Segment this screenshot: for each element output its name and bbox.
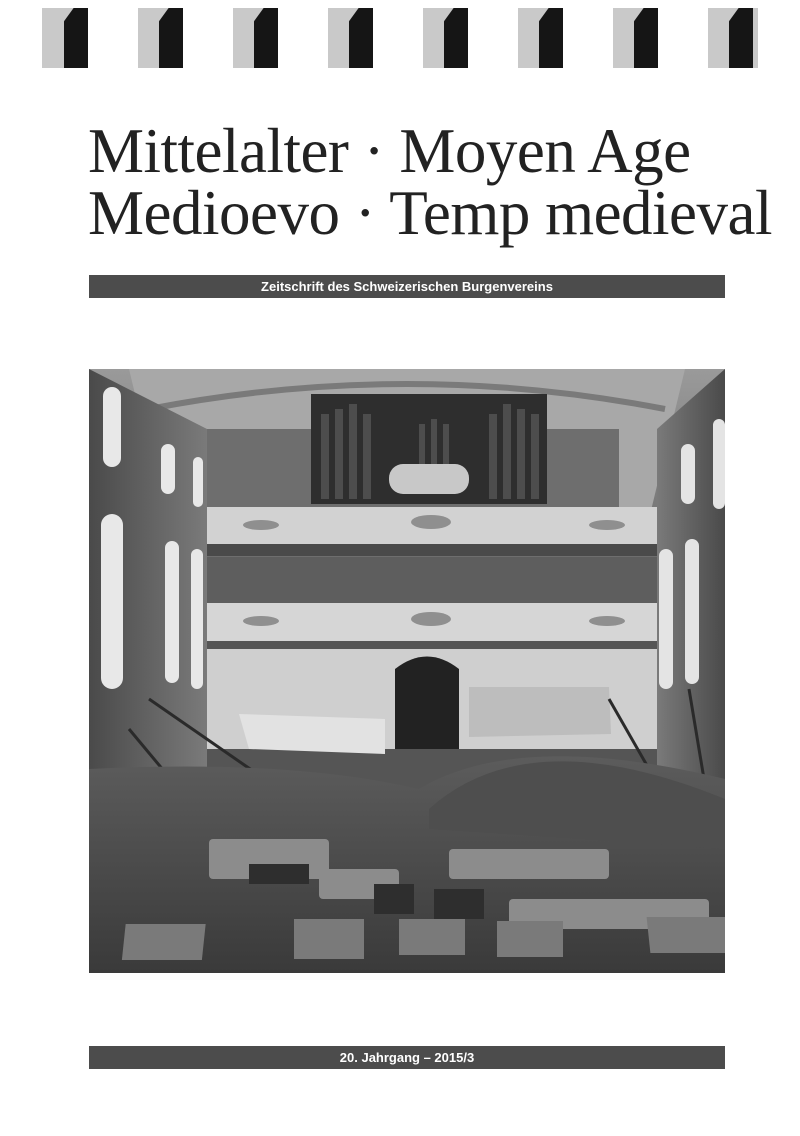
battlement-merlon [254, 8, 278, 68]
battlement-merlon [444, 8, 468, 68]
battlement-gap [183, 8, 233, 68]
battlement-gap [373, 8, 423, 68]
battlement-gap [278, 8, 328, 68]
battlement-merlon [634, 8, 658, 68]
battlement-gap [468, 8, 518, 68]
cover-photo [89, 369, 725, 973]
issue-text: 20. Jahrgang – 2015/3 [339, 1050, 475, 1065]
journal-title [88, 116, 772, 248]
battlement-gap [563, 8, 613, 68]
title-line-1: Mittelalter · Moyen Age [88, 116, 691, 186]
battlement-gap [658, 8, 708, 68]
battlement-merlon [349, 8, 373, 68]
battlement-merlon [729, 8, 753, 68]
battlement-border [0, 0, 800, 70]
subtitle-bar [89, 275, 725, 298]
church-excavation-illustration [89, 369, 725, 973]
issue-bar [89, 1046, 725, 1069]
battlement-merlon [159, 8, 183, 68]
battlement-merlon [64, 8, 88, 68]
title-line-2: Medioevo · Temp medieval [88, 178, 772, 248]
subtitle-text: Zeitschrift des Schweizerischen Burgenvereins [261, 279, 553, 294]
battlement-gap [88, 8, 138, 68]
battlement-merlon [539, 8, 563, 68]
